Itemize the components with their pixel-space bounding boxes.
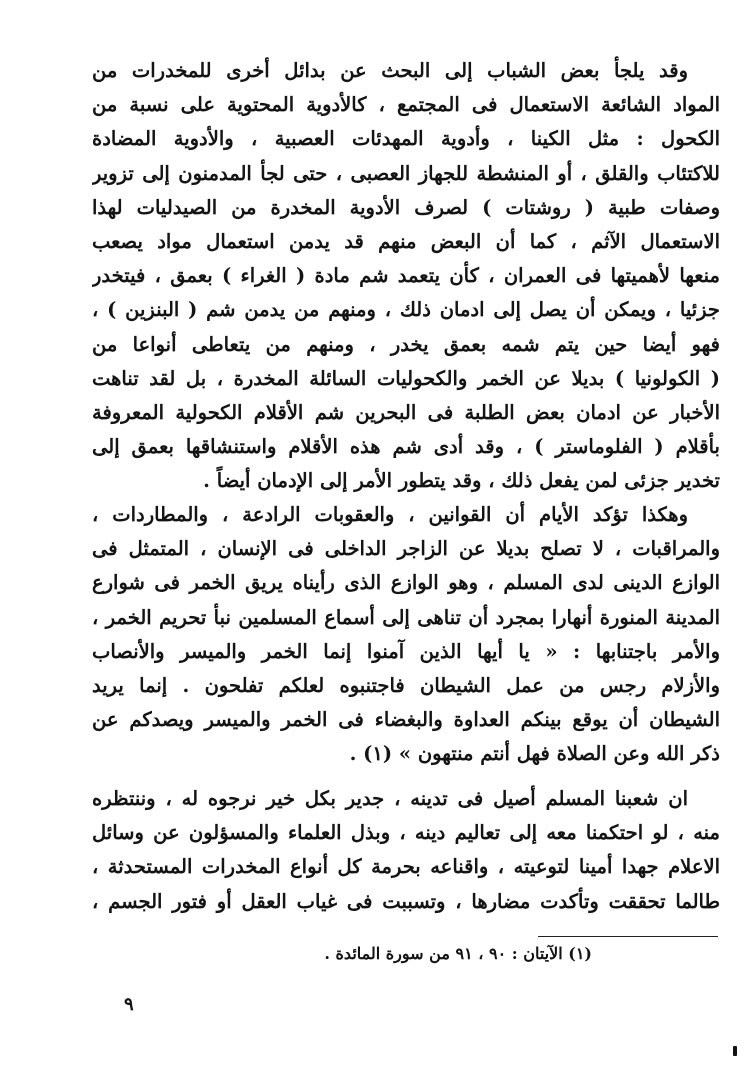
text-line: وصفات طبية ( روشتات ) لصرف الأدوية المخدرة من الصيدليات لهذا (92, 195, 720, 219)
text-line: منه ، لو احتكمنا معه إلى تعاليم دينه ، وبذل العلماء والمسؤلون عن وسائل (92, 821, 720, 845)
text-line: والأمر باجتنابها : « يا أيها الذين آمنوا إنما الخمر والميسر والأنصاب (92, 639, 720, 663)
text-line: تخدير جزئى لمن يفعل ذلك ، وقد يتطور الأمر إلى الإدمان أيضاً . (203, 469, 720, 493)
text-line: الكحول : مثل الكينا ، وأدوية المهدئات العصبية ، والأدوية المضادة (92, 127, 720, 151)
text-line: المواد الشائعة الاستعمال فى المجتمع ، كالأدوية المحتوية على نسبة من (92, 93, 720, 117)
text-line: المدينة المنورة أنهارا بمجرد أن تناهى إلى أسماع المسلمين نبأ تحريم الخمر ، (92, 605, 720, 629)
text-line: بأقلام ( الفلوماستر ) ، وقد أدى شم هذه الأقلام واستنشاقها بعمق إلى (92, 435, 720, 459)
text-line: جزئيا ، ويمكن أن يصل إلى ادمان ذلك ، ومنهم من يدمن شم ( البنزين ) ، (92, 298, 720, 322)
text-line: منعها لأهميتها فى العمران ، كأن يتعمد شم مادة ( الغراء ) بعمق ، فيتخدر (92, 264, 720, 288)
text-line: الأخبار عن ادمان بعض الطلبة فى البحرين شم الأقلام الكحولية المعروفة (92, 400, 720, 424)
text-line: ذكر الله وعن الصلاة فهل أنتم منتهون » (١) . (349, 742, 720, 766)
text-line: والمراقبات ، لا تصلح بديلا عن الزاجر الداخلى فى الإنسان ، المتمثل فى (92, 537, 720, 561)
text-line: للاكتئاب والقلق ، أو المنشطة للجهاز العصبى ، حتى لجأ المدمنون إلى تزوير (92, 161, 720, 185)
footnote: (١) الآيتان : ٩٠ ، ٩١ من سورة المائدة . (324, 944, 592, 963)
text-line: وهكذا تؤكد الأيام أن القوانين ، والعقوبات الرادعة ، والمطاردات ، (92, 503, 688, 526)
text-line: طالما تحققت وتأكدت مضارها ، وتسببت فى غياب العقل أو فتور الجسم ، (92, 889, 720, 913)
text-line: وقد يلجأ بعض الشباب إلى البحث عن بدائل أخرى للمخدرات من (92, 59, 688, 82)
text-line: ان شعبنا المسلم أصيل فى تدينه ، جدير بكل خير نرجوه له ، وننتظره (92, 787, 688, 810)
paragraph-1 (92, 54, 720, 498)
text-line: الاعلام جهدا أمينا لتوعيته ، واقناعه بحرمة كل أنواع المخدرات المستحدثة ، (92, 855, 720, 879)
scan-mark (733, 1046, 737, 1056)
footnote-divider (538, 936, 718, 937)
text-line: الوازع الدينى لدى المسلم ، وهو الوازع الذى رأيناه يريق الخمر فى شوارع (92, 571, 720, 595)
paragraph-3 (92, 782, 720, 919)
text-line: والأزلام رجس من عمل الشيطان فاجتنبوه لعلكم تفلحون . إنما يريد (92, 673, 720, 697)
page-number: ٩ (124, 994, 134, 1015)
paragraph-2 (92, 498, 720, 772)
text-line: ( الكولونيا ) بديلا عن الخمر والكحوليات السائلة المخدرة ، بل لقد تناهت (92, 366, 720, 390)
text-line: الاستعمال الآثم ، كما أن البعض منهم قد يدمن استعمال مواد يصعب (92, 229, 720, 253)
text-line: الشيطان أن يوقع بينكم العداوة والبغضاء فى الخمر والميسر ويصدكم عن (92, 708, 720, 732)
text-line: فهو أيضا حين يتم شمه بعمق يخدر ، ومنهم من يتعاطى أنواعا من (92, 332, 720, 356)
